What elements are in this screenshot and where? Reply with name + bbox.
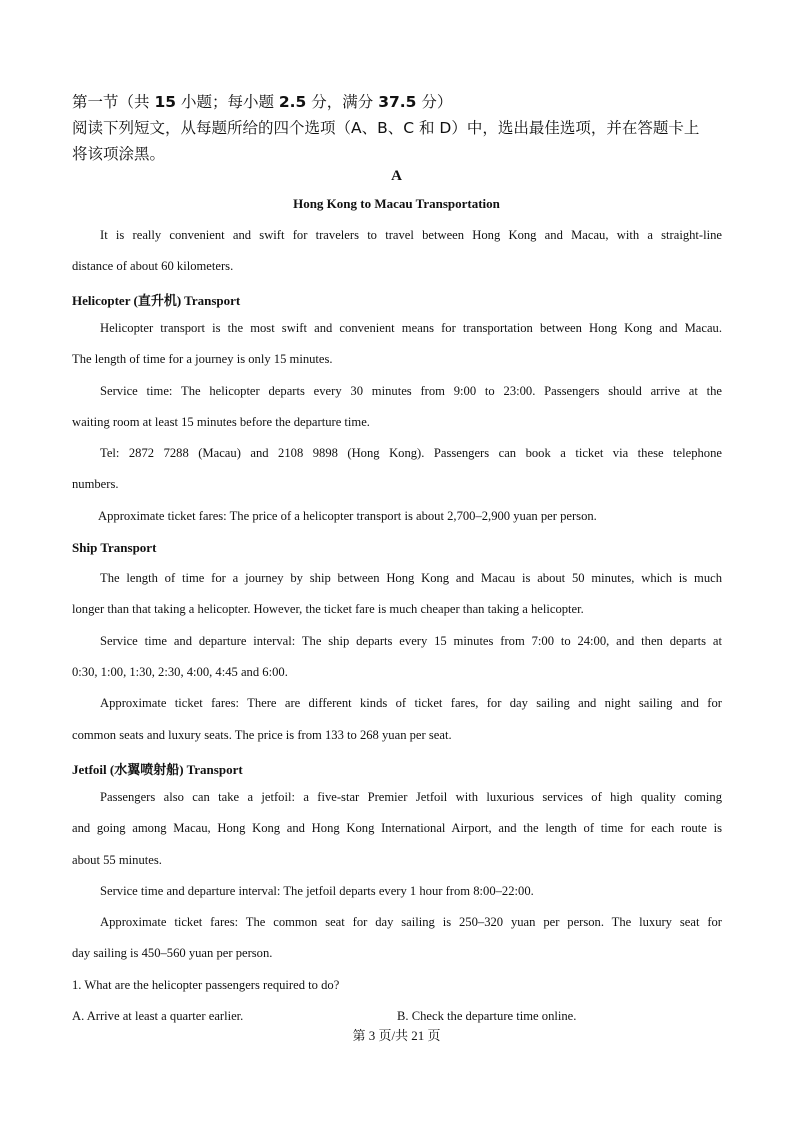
helicopter-p4-line1: Approximate ticket fares: The price of a helicopter transport is about 2,700–2,900 yuan per person. xyxy=(98,509,597,523)
helicopter-p1-line1: Helicopter transport is the most swift and convenient means for transportation between Hong Kong and Macau. xyxy=(100,321,722,335)
header-text: 小题；每小题 xyxy=(176,93,279,111)
header-number: 2.5 xyxy=(278,93,307,111)
jetfoil-p1-line1: Passengers also can take a jetfoil: a five-star Premier Jetfoil with luxurious services of high quality coming xyxy=(100,790,722,804)
jetfoil-p3-line1: Approximate ticket fares: The common seat for day sailing is 250–320 yuan per person. The luxury seat for xyxy=(100,915,722,929)
question-1-stem: 1. What are the helicopter passengers required to do? xyxy=(72,978,340,992)
ship-heading: Ship Transport xyxy=(72,540,157,555)
question-1-option-a: A. Arrive at least a quarter earlier. xyxy=(72,1009,244,1023)
ship-p1-line2: longer than that taking a helicopter. However, the ticket fare is much cheaper than taking a helicopter. xyxy=(72,602,584,616)
ship-p2-line2: 0:30, 1:00, 1:30, 2:30, 4:00, 4:45 and 6:00. xyxy=(72,665,288,679)
passage-letter: A xyxy=(391,168,402,184)
helicopter-p1-line2: The length of time for a journey is only 15 minutes. xyxy=(72,352,333,366)
jetfoil-p2-line1: Service time and departure interval: The jetfoil departs every 1 hour from 8:00–22:00. xyxy=(100,884,534,898)
section-header-line1 xyxy=(72,90,452,112)
header-number: 15 xyxy=(154,93,177,111)
ship-p3-line2: common seats and luxury seats. The price is from 133 to 268 yuan per seat. xyxy=(72,728,452,742)
section-header-line2: 阅读下列短文，从每题所给的四个选项（A、B、C 和 D）中，选出最佳选项，并在答题卡上 xyxy=(72,119,700,137)
page-footer: 第 3 页/共 21 页 xyxy=(352,1028,441,1043)
header-text: 分，满分 xyxy=(306,93,379,111)
jetfoil-p3-line2: day sailing is 450–560 yuan per person. xyxy=(72,946,273,960)
question-1-option-b: B. Check the departure time online. xyxy=(397,1009,577,1023)
helicopter-p3-line2: numbers. xyxy=(72,477,119,491)
helicopter-p3-line1: Tel: 2872 7288 (Macau) and 2108 9898 (Hong Kong). Passengers can book a ticket via these telephone xyxy=(100,446,722,460)
helicopter-p2-line1: Service time: The helicopter departs every 30 minutes from 9:00 to 23:00. Passengers should arrive at the xyxy=(100,384,722,398)
section-header-line3: 将该项涂黑。 xyxy=(72,145,166,163)
helicopter-p2-line2: waiting room at least 15 minutes before the departure time. xyxy=(72,415,370,429)
jetfoil-p1-line3: about 55 minutes. xyxy=(72,853,162,867)
jetfoil-p1-line2: and going among Macau, Hong Kong and Hong Kong International Airport, and the length of time for each route is xyxy=(72,821,722,835)
passage-title: Hong Kong to Macau Transportation xyxy=(293,196,500,211)
intro-line-1: It is really convenient and swift for travelers to travel between Hong Kong and Macau, with a straight-line xyxy=(100,228,722,242)
ship-p3-line1: Approximate ticket fares: There are different kinds of ticket fares, for day sailing and night sailing and for xyxy=(100,696,722,710)
jetfoil-heading: Jetfoil (水翼喷射船) Transport xyxy=(72,762,243,777)
ship-p1-line1: The length of time for a journey by ship between Hong Kong and Macau is about 50 minutes, which is much xyxy=(100,571,722,585)
header-text: 分） xyxy=(416,93,453,111)
header-number: 37.5 xyxy=(378,93,417,111)
ship-p2-line1: Service time and departure interval: The ship departs every 15 minutes from 7:00 to 24:00, and then departs at xyxy=(100,634,722,648)
header-text: 第一节（共 xyxy=(72,93,155,111)
intro-line-2: distance of about 60 kilometers. xyxy=(72,259,234,273)
helicopter-heading: Helicopter (直升机) Transport xyxy=(72,293,241,308)
